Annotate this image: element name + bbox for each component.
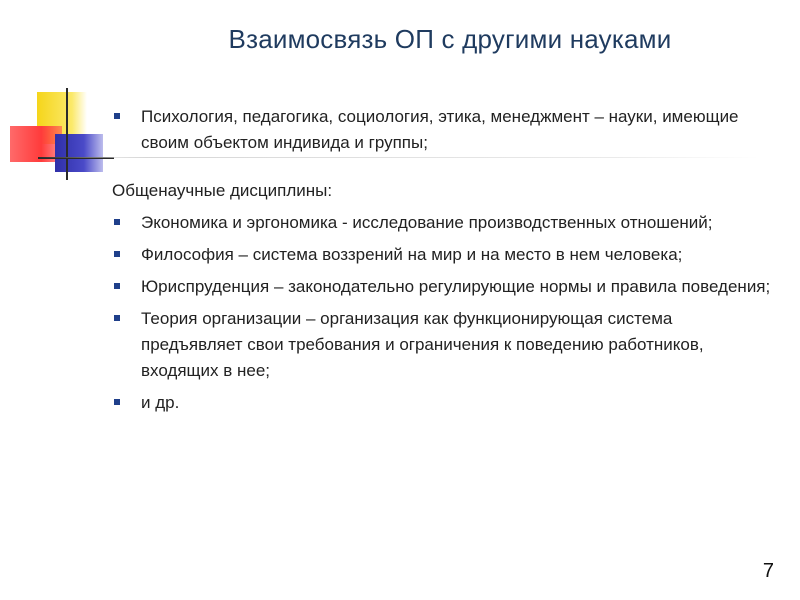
list-item-text: Философия – система воззрений на мир и на место в нем человека; — [141, 245, 683, 264]
slide-content — [112, 104, 777, 416]
logo-blue-square — [55, 134, 103, 172]
page-number: 7 — [762, 560, 774, 582]
list-item — [112, 210, 777, 236]
list-item — [112, 306, 777, 384]
square-bullet-icon — [114, 315, 120, 321]
square-bullet-icon — [114, 399, 120, 405]
list-item-text: Юриспруденция – законодательно регулирующие нормы и правила поведения; — [141, 277, 771, 296]
list-item-text: и др. — [141, 393, 180, 412]
list-item — [112, 390, 777, 416]
square-bullet-icon — [114, 219, 120, 225]
subheading: Общенаучные дисциплины: — [112, 181, 333, 200]
intro-bullet — [112, 104, 777, 156]
slide-title: Взаимосвязь ОП с другими науками — [228, 24, 672, 54]
list-item — [112, 274, 777, 300]
decorative-logo — [0, 0, 120, 190]
square-bullet-icon — [114, 251, 120, 257]
logo-vertical-line — [66, 88, 68, 180]
list-item-text: Экономика и эргономика - исследование производственных отношений; — [141, 213, 713, 232]
square-bullet-icon — [114, 283, 120, 289]
intro-bullet-text: Психология, педагогика, социология, этика, менеджмент – науки, имеющие своим объектом индивида и группы; — [141, 107, 739, 152]
list-item-text: Теория организации – организация как функционирующая система предъявляет свои требования и ограничения к поведению работников, входящих в нее; — [141, 309, 704, 380]
list-item — [112, 242, 777, 268]
square-bullet-icon — [114, 113, 120, 119]
